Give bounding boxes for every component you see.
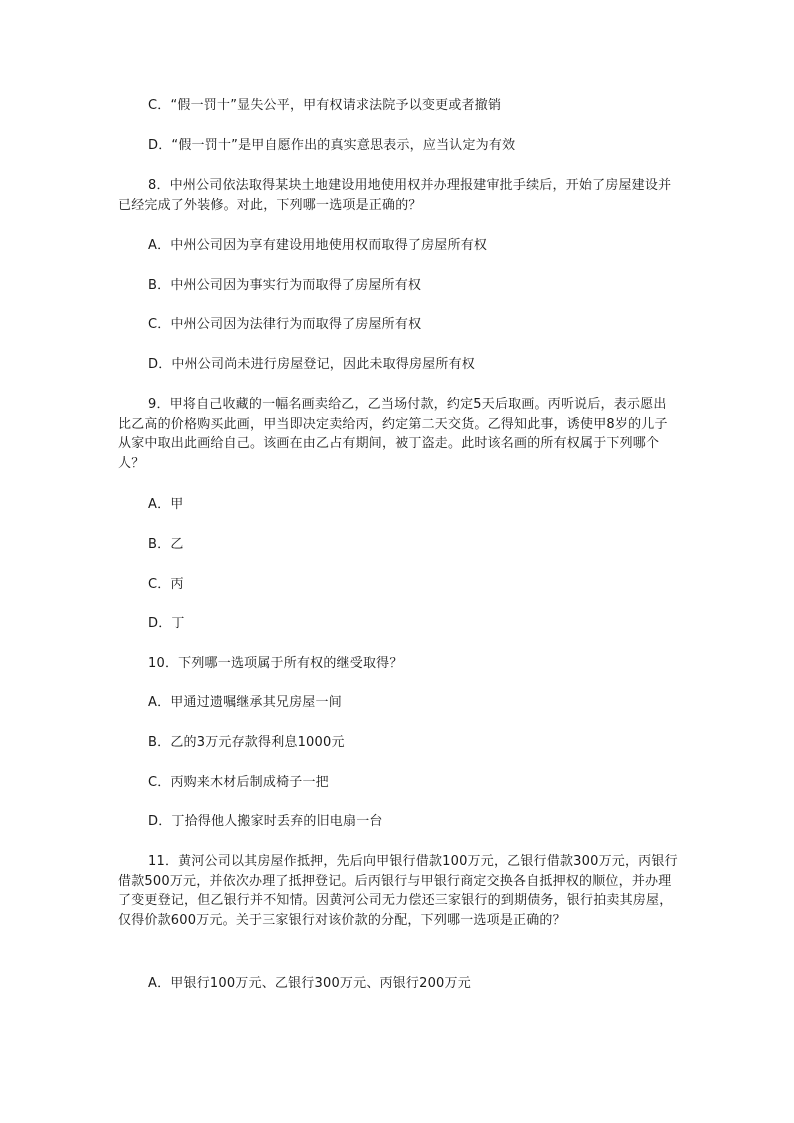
q10-stem: 10．下列哪一选项属于所有权的继受取得？ — [148, 656, 403, 671]
q8-stem: 8．中州公司依法取得某块土地建设用地使用权并办理报建审批手续后，开始了房屋建设并已经完成了外装修。对此，下列哪一选项是正确的？ — [118, 178, 672, 213]
q8-option-d: D．中州公司尚未进行房屋登记，因此未取得房屋所有权 — [148, 357, 476, 372]
q8-option-a: A．中州公司因为享有建设用地使用权而取得了房屋所有权 — [148, 238, 488, 253]
q9-stem: 9．甲将自己收藏的一幅名画卖给乙，乙当场付款，约定5天后取画。丙听说后，表示愿出比乙高的价格购买此画，甲当即决定卖给丙，约定第二天交货。乙得知此事，诱使甲8岁的儿子从家中取出此画给自己。该画在由乙占有期间，被丁盗走。此时该名画的所有权属于下列哪个人？ — [118, 397, 668, 471]
q8-option-b: B．中州公司因为事实行为而取得了房屋所有权 — [148, 278, 422, 293]
q9-option-c: C．丙 — [148, 577, 184, 592]
q11-stem: 11．黄河公司以其房屋作抵押，先后向甲银行借款100万元，乙银行借款300万元，丙银行借款500万元，并依次办理了抵押登记。后丙银行与甲银行商定交换各自抵押权的顺位，并办理了变更登记，但乙银行并不知情。因黄河公司无力偿还三家银行的到期债务，银行拍卖其房屋，仅得价款600万元。关于三家银行对该价款的分配，下列哪一选项是正确的？ — [118, 854, 678, 928]
q7-option-c: C．“假一罚十”显失公平，甲有权请求法院予以变更或者撤销 — [148, 98, 502, 113]
q9-option-b: B．乙 — [148, 537, 184, 552]
q7-option-d: D．“假一罚十”是甲自愿作出的真实意思表示，应当认定为有效 — [148, 138, 516, 153]
q10-option-b: B．乙的3万元存款得利息1000元 — [148, 735, 345, 750]
q9-option-d: D．丁 — [148, 616, 185, 631]
q11-option-a: A．甲银行100万元、乙银行300万元、丙银行200万元 — [148, 976, 471, 991]
q10-option-a: A．甲通过遗嘱继承其兄房屋一间 — [148, 695, 342, 710]
q8-option-c: C．中州公司因为法律行为而取得了房屋所有权 — [148, 317, 422, 332]
q10-option-d: D．丁拾得他人搬家时丢弃的旧电扇一台 — [148, 814, 383, 829]
q10-option-c: C．丙购来木材后制成椅子一把 — [148, 775, 329, 790]
q9-option-a: A．甲 — [148, 497, 184, 512]
